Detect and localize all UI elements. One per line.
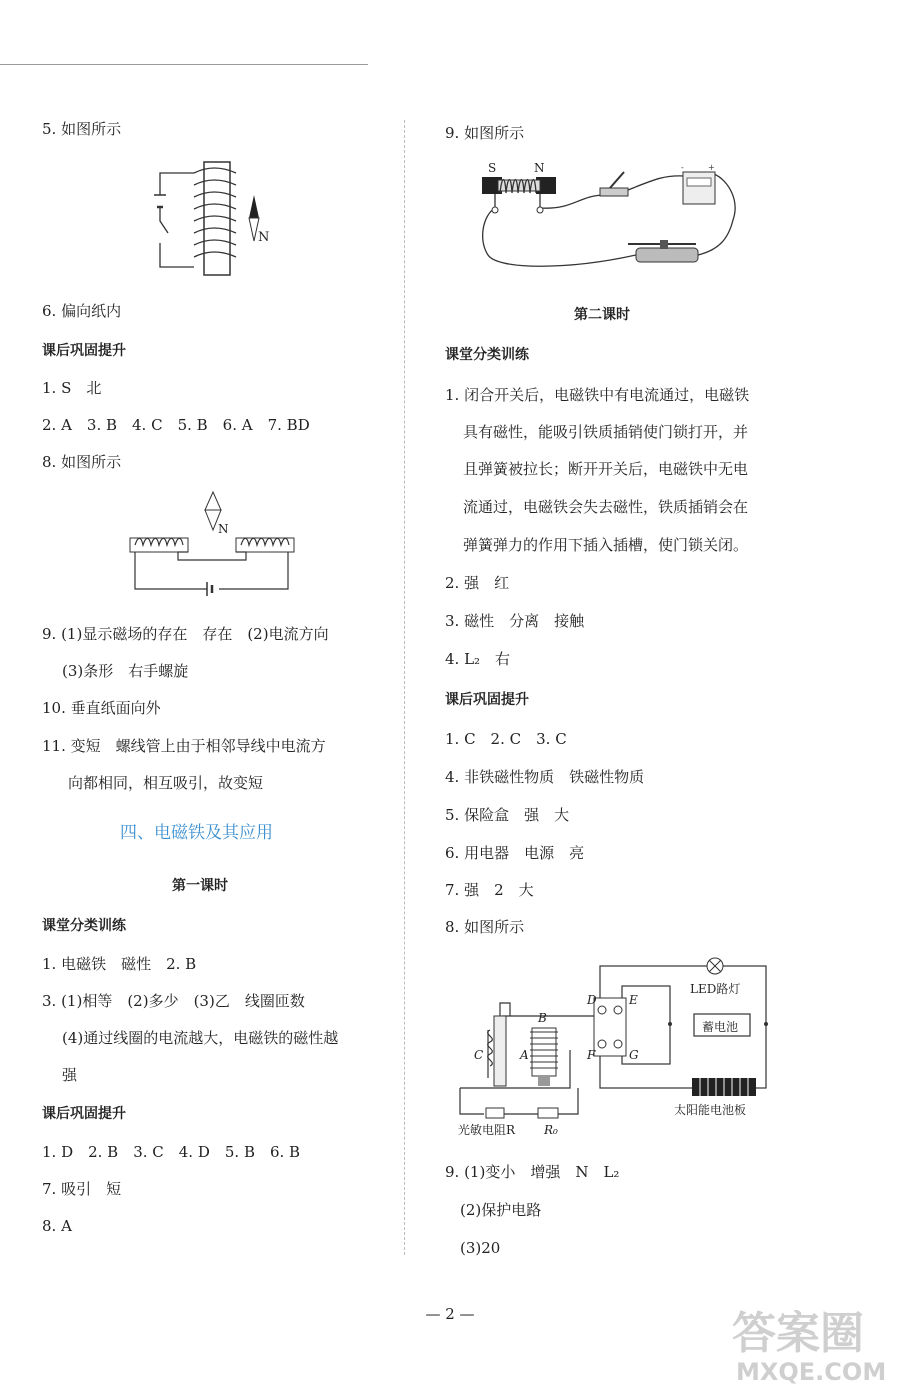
answer-5: 5. 如图所示 [42, 120, 122, 138]
svg-text:+: + [708, 163, 715, 172]
pole-s-label: S [488, 161, 497, 175]
answer-8: 8. 如图所示 [42, 453, 122, 471]
answer-d2: 2. 强 红 [445, 574, 510, 592]
r0-label: R₀ [544, 1123, 558, 1137]
answer-e6: 6. 用电器 电源 亮 [445, 844, 585, 862]
answer-9-right: 9. 如图所示 [445, 124, 525, 142]
answer-d3: 3. 磁性 分离 接触 [445, 612, 585, 630]
battery-label: 蓄电池 [702, 1020, 739, 1034]
label-g: G [629, 1048, 639, 1062]
answer-b1: 1. 电磁铁 磁性 2. B [42, 955, 197, 973]
solar-panel-label: 太阳能电池板 [674, 1103, 747, 1117]
answer-d1-line5: 弹簧弹力的作用下插入插槽，使门锁关闭。 [463, 536, 749, 554]
answer-9-line1: 9. (1)显示磁场的存在 存在 (2)电流方向 [42, 625, 329, 643]
answer-e7: 7. 强 2 大 [445, 881, 534, 899]
svg-text:-: - [681, 163, 684, 172]
compass-n-label-2: N [218, 522, 229, 536]
answer-f9-line3: (3)20 [460, 1239, 501, 1257]
label-c: C [474, 1048, 484, 1062]
answer-c7: 7. 吸引 短 [42, 1180, 122, 1198]
lesson-1-title: 第一课时 [172, 878, 228, 894]
label-a: A [520, 1048, 529, 1062]
heading-class-training-right: 课堂分类训练 [445, 347, 529, 363]
answer-e5: 5. 保险盒 强 大 [445, 806, 570, 824]
answer-11-line1: 11. 变短 螺线管上由于相邻导线中电流方 [42, 737, 326, 755]
answer-b3-line2: (4)通过线圈的电流越大，电磁铁的磁性越 [62, 1029, 339, 1047]
heading-consolidation: 课后巩固提升 [42, 343, 126, 359]
page-number: — 2 — [425, 1305, 475, 1323]
answer-11-line2: 向都相同，相互吸引，故变短 [68, 774, 264, 792]
answer-e1-3: 1. C 2. C 3. C [445, 730, 567, 748]
section-title: 四、电磁铁及其应用 [120, 823, 273, 843]
heading-consolidation-2: 课后巩固提升 [42, 1106, 126, 1122]
label-b: B [538, 1011, 547, 1025]
label-e: E [629, 993, 638, 1007]
electromagnet-circuit-figure [478, 160, 748, 285]
answer-c1-6: 1. D 2. B 3. C 4. D 5. B 6. B [42, 1143, 301, 1161]
answer-10: 10. 垂直纸面向外 [42, 699, 161, 717]
svg-text:MXQE.COM: MXQE.COM [736, 1358, 887, 1386]
answer-b3-line1: 3. (1)相等 (2)多少 (3)乙 线圈匝数 [42, 992, 305, 1010]
watermark-logo [730, 1300, 895, 1385]
answer-d1-line4: 流通过，电磁铁会失去磁性，铁质插销会在 [463, 498, 749, 516]
answer-2-7: 2. A 3. B 4. C 5. B 6. A 7. BD [42, 416, 310, 434]
answer-d1-line2: 具有磁性，能吸引铁质插销使门锁打开，并 [463, 423, 749, 441]
top-rule [0, 64, 368, 65]
answer-e4: 4. 非铁磁性物质 铁磁性物质 [445, 768, 645, 786]
led-label: LED路灯 [690, 982, 741, 996]
lesson-2-title: 第二课时 [574, 307, 630, 323]
answer-c8: 8. A [42, 1217, 72, 1235]
solenoid-figure [150, 155, 270, 280]
answer-f9-line2: (2)保护电路 [460, 1201, 542, 1219]
heading-class-training: 课堂分类训练 [42, 918, 126, 934]
answer-d1-line1: 1. 闭合开关后，电磁铁中有电流通过，电磁铁 [445, 386, 750, 404]
answer-d4: 4. L₂ 右 [445, 650, 511, 668]
column-divider [404, 120, 405, 1255]
label-f: F [587, 1048, 596, 1062]
pole-n-label: N [534, 161, 545, 175]
label-d: D [587, 993, 597, 1007]
svg-text:答案圈: 答案圈 [732, 1308, 864, 1359]
two-solenoid-figure [125, 488, 305, 600]
answer-f9-line1: 9. (1)变小 增强 N L₂ [445, 1163, 620, 1181]
heading-consolidation-right: 课后巩固提升 [445, 692, 529, 708]
answer-9-line2: (3)条形 右手螺旋 [62, 662, 189, 680]
answer-6: 6. 偏向纸内 [42, 302, 122, 320]
compass-n-label: N [258, 230, 270, 245]
answer-1: 1. S 北 [42, 379, 102, 397]
answer-b3-line3: 强 [62, 1066, 78, 1084]
answer-e8: 8. 如图所示 [445, 918, 525, 936]
photoresistor-label: 光敏电阻R [458, 1123, 516, 1137]
answer-d1-line3: 且弹簧被拉长；断开开关后，电磁铁中无电 [463, 460, 749, 478]
